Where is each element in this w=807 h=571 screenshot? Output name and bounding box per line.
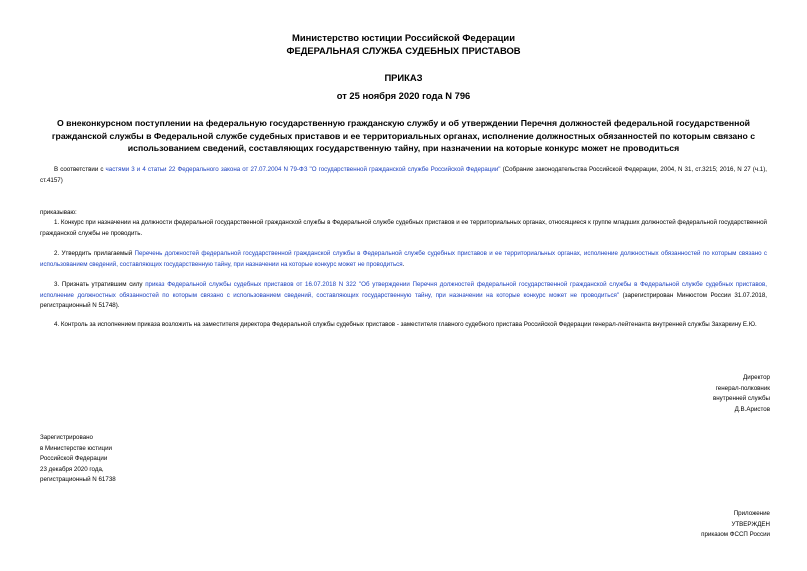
- document-type: ПРИКАЗ: [384, 72, 423, 83]
- item-4: [40, 320, 767, 331]
- item-3-prefix: 3. Признать утратившим силу: [54, 281, 146, 288]
- list-link[interactable]: Перечень должностей федеральной государственной гражданской службы в Федеральной службе судебных приставов и ее территориальных органах, исполнение должностных обязанностей по которым связано с использованием сведений, составляющих государственную тайну, при назначении на которые конкурс может не проводиться: [40, 250, 768, 268]
- registration-line-5: регистрационный N 61738: [40, 476, 116, 484]
- appendix-block: [701, 509, 770, 541]
- order-word: приказываю:: [40, 209, 77, 216]
- item-1-text: 1. Конкурс при назначении на должности федеральной государственной гражданской службы в Федеральной службе судебных приставов и ее территориальных органах, относящиеся к группе младших должностей федеральной государственной гражданской службы не проводить.: [40, 219, 767, 237]
- item-2-prefix: 2. Утвердить прилагаемый: [54, 250, 135, 257]
- registration-line-1: Зарегистрировано: [40, 434, 93, 441]
- ministry-heading: Министерство юстиции Российской Федерации: [292, 32, 515, 43]
- registration-block: [40, 433, 116, 486]
- appendix-line-1: Приложение: [733, 510, 770, 517]
- basis-suffix: (Собрание законодательства Российской Федерации, 2004, N 31, ст.3215; 2016, N 27 (ч.1), ст.4157): [40, 166, 768, 184]
- registration-line-3: Российской Федерации: [40, 455, 108, 463]
- document-date-number: от 25 ноября 2020 года N 796: [336, 90, 471, 101]
- law-link[interactable]: частями 3 и 4 статьи 22 Федерального закона от 27.07.2004 N 79-ФЗ "О государственной гражданской службе Российской Федерации": [105, 166, 501, 173]
- signature-line-3: внутренней службы: [712, 395, 770, 403]
- signature-line-2: генерал-полковник: [715, 384, 770, 392]
- repealed-order-link[interactable]: приказ Федеральной службы судебных приставов от 16.07.2018 N 322 "Об утверждении Перечня должностей федеральной государственной гражданской службы в Федеральной службе судебных приставов, исполнение должностных обязанностей по которым связано с использованием сведений, составляющих государственную тайну, при назначении на которые конкурс может не проводиться": [40, 281, 767, 299]
- signature-line-1: Директор: [743, 374, 770, 381]
- item-3-suffix: (зарегистрирован Минюстом России 31.07.2018, регистрационный N 51748).: [40, 291, 768, 309]
- basis-prefix: В соответствии с: [54, 166, 106, 173]
- signature-line-4: Д.В.Аристов: [734, 405, 770, 413]
- document-title: О внеконкурсном поступлении на федеральную государственную гражданскую службу и об утверждении Перечня должностей федеральной государственной гражданской службы в Федеральной службе судебных приставов и ее территориальных органах, исполнение должностных обязанностей по которым связано с использованием сведений, составляющих государственную тайну, при назначении на которые конкурс может не проводиться: [51, 118, 756, 153]
- appendix-line-3: приказом ФССП России: [701, 531, 770, 539]
- item-2-suffix: .: [402, 260, 405, 268]
- director-signature: [713, 373, 770, 415]
- item-2: [40, 249, 767, 270]
- registration-line-2: в Министерстве юстиции: [40, 444, 113, 452]
- service-heading: ФЕДЕРАЛЬНАЯ СЛУЖБА СУДЕБНЫХ ПРИСТАВОВ: [286, 45, 521, 56]
- item-1: [40, 218, 767, 239]
- registration-line-4: 23 декабря 2020 года,: [40, 465, 104, 473]
- item-4-text: 4. Контроль за исполнением приказа возложить на заместителя директора Федеральной службы судебных приставов - заместителя главного судебного пристава Российской Федерации генерал-лейтенанта внутренней службы Захаркину Е.Ю.: [54, 321, 757, 328]
- basis-paragraph: [40, 165, 767, 186]
- appendix-line-2: УТВЕРЖДЕН: [731, 520, 770, 528]
- item-3: [40, 280, 767, 312]
